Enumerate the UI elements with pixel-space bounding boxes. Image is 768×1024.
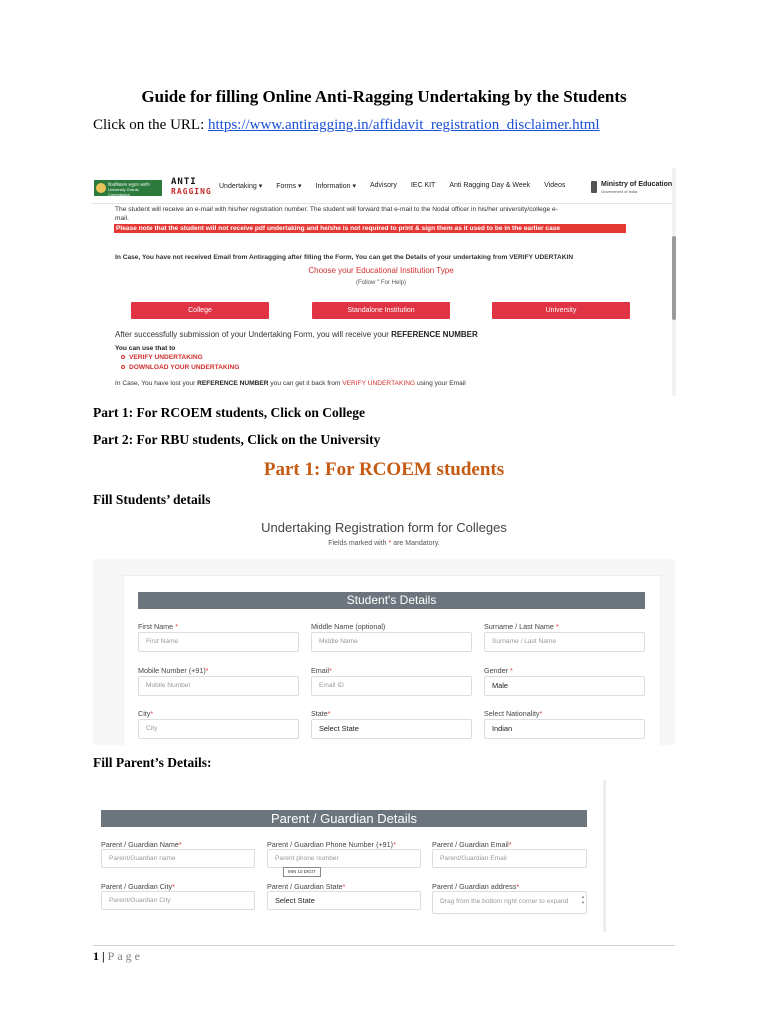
lost-pre: In Case, You have lost your: [115, 380, 198, 387]
parent-state-label: [267, 882, 345, 891]
label-text: Parent / Guardian address: [432, 882, 517, 891]
pdf-notice: Please note that the student will not receive pdf undertaking and he/she is not required to print & sign them as it used to be in the earlier case: [114, 224, 626, 233]
ugc-seal-icon: [96, 183, 106, 193]
label-text: Parent / Guardian State: [267, 882, 343, 891]
parent-state-select[interactable]: Select State: [267, 891, 421, 910]
scrollbar-thumb[interactable]: [672, 236, 676, 320]
parent-email-label: [432, 840, 512, 849]
students-details-band: Student's Details: [138, 592, 645, 609]
parent-address-textarea[interactable]: Drag from the bottom right corner to expand: [432, 891, 587, 914]
nationality-label: [484, 709, 542, 718]
in-case-text: In Case, You have not received Email from Antiragging after filling the Form, You can get the Details of your undertaking from VERIFY UDERTAKIN: [115, 254, 574, 261]
bullet-icon: [121, 365, 125, 369]
affidavit-url-link[interactable]: https://www.antiragging.in/affidavit_registration_disclaimer.html: [208, 117, 600, 133]
fill-parents-heading: Fill Parent’s Details:: [93, 755, 212, 770]
ministry-logo[interactable]: [591, 180, 676, 198]
ministry-sub: Government of India: [601, 189, 638, 194]
middle-name-label: [311, 622, 385, 631]
required-star: *: [172, 882, 175, 891]
form-title: Undertaking Registration form for Colleges: [261, 520, 507, 535]
label-text: Middle Name (optional): [311, 622, 386, 631]
mobile-label: [138, 666, 209, 675]
parent-city-label: [101, 882, 175, 891]
reference-number-label: REFERENCE NUMBER: [391, 330, 478, 339]
email-info-text: The student will receive an e-mail with his/her registration number. The student will forward that e-mail to the Nodal officer in his/her university/college e-: [115, 206, 558, 213]
parent-phone-input[interactable]: Parent phone number: [267, 849, 421, 868]
first-name-label: [138, 622, 178, 631]
required-star: *: [327, 709, 331, 718]
label-text: Parent / Guardian Name: [101, 840, 179, 849]
nav-menu: [219, 182, 565, 190]
parent-form-screenshot: [93, 780, 606, 932]
label-text: State: [311, 709, 328, 718]
required-star: *: [393, 840, 396, 849]
min-digit-tooltip: MIN 10 DIGIT: [283, 867, 321, 877]
label-text: Select Nationality: [484, 709, 540, 718]
label-text: Mobile Number (+91): [138, 666, 206, 675]
page-number: 1: [93, 949, 99, 963]
required-star: *: [508, 840, 512, 849]
nav-iec-kit[interactable]: IEC KIT: [410, 182, 436, 189]
student-form-screenshot: [93, 517, 675, 745]
city-input[interactable]: City: [138, 719, 299, 739]
standalone-institution-button[interactable]: Standalone Institution: [312, 302, 450, 319]
fill-students-heading: Fill Students’ details: [93, 492, 211, 507]
required-star: *: [342, 882, 346, 891]
nationality-select[interactable]: Indian: [484, 719, 645, 739]
url-prefix: Click on the URL:: [93, 117, 208, 133]
website-screenshot: [91, 168, 676, 396]
label-text: City: [138, 709, 151, 718]
section-title: Part 1: For RCOEM students: [263, 459, 505, 480]
lost-ref: REFERENCE NUMBER: [197, 380, 269, 387]
logo-line-2: RAGGING: [171, 187, 212, 196]
label-text: Gender: [484, 666, 510, 675]
parent-email-input[interactable]: Parent/Guardian Email: [432, 849, 587, 868]
footer-divider: [93, 945, 675, 946]
part1-instruction: Part 1: For RCOEM students, Click on College: [93, 405, 365, 420]
email-label: [311, 666, 332, 675]
label-text: First Name: [138, 622, 176, 631]
required-star: *: [178, 840, 182, 849]
label-text: Parent / Guardian City: [101, 882, 173, 891]
form-mandatory-note: [93, 540, 675, 547]
verify-undertaking-label: VERIFY UNDERTAKING: [129, 354, 203, 361]
part2-instruction: Part 2: For RBU students, Click on the University: [93, 432, 381, 447]
email-input[interactable]: Email ID: [311, 676, 472, 696]
label-text: Parent / Guardian Phone Number (+91): [267, 840, 394, 849]
first-name-input[interactable]: First Name: [138, 632, 299, 652]
required-star: *: [175, 622, 178, 631]
surname-label: [484, 622, 559, 631]
required-star: *: [328, 666, 332, 675]
parent-name-label: [101, 840, 182, 849]
parent-details-band: Parent / Guardian Details: [101, 810, 587, 827]
after-submit-prefix: After successfully submission of your Undertaking Form, you will receive your: [115, 330, 392, 339]
required-star: *: [150, 709, 154, 718]
choose-institution-heading: Choose your Educational Institution Type: [308, 266, 454, 275]
state-select[interactable]: Select State: [311, 719, 472, 739]
after-submit-text: [115, 330, 478, 339]
label-text: Parent / Guardian Email: [432, 840, 509, 849]
anti-ragging-logo[interactable]: [171, 177, 212, 198]
lost-mid: you can get it back from: [268, 380, 343, 387]
download-undertaking-link[interactable]: [121, 364, 239, 371]
nav-forms[interactable]: Forms ▾: [276, 183, 302, 190]
bullet-icon: [121, 355, 125, 359]
verify-undertaking-link[interactable]: [121, 354, 203, 361]
textarea-resize-handle-icon[interactable]: ▴ ▾: [581, 894, 585, 906]
nav-anti-ragging-day[interactable]: Anti Ragging Day & Week: [449, 182, 531, 189]
state-label: [311, 709, 331, 718]
university-button[interactable]: University: [492, 302, 630, 319]
logo-line-1: ANTI: [171, 177, 197, 187]
nav-advisory[interactable]: Advisory: [369, 182, 397, 189]
you-can-use-label: You can use that to: [115, 345, 176, 352]
document-title: Guide for filling Online Anti-Ragging Undertaking by the Students: [141, 87, 627, 106]
city-label: [138, 709, 153, 718]
mandatory-post: are Mandatory.: [391, 540, 440, 547]
page-footer: [93, 949, 143, 964]
middle-name-input[interactable]: Middle Name: [311, 632, 472, 652]
mobile-input[interactable]: Mobile Number: [138, 676, 299, 696]
required-star: *: [509, 666, 513, 675]
college-button[interactable]: College: [131, 302, 269, 319]
parent-city-input[interactable]: Parent/Guardian City: [101, 891, 255, 910]
page-label: Page: [107, 949, 143, 963]
nav-videos[interactable]: Videos: [544, 182, 566, 189]
national-emblem-icon: [591, 181, 597, 193]
required-star: *: [516, 882, 520, 891]
ministry-name: Ministry of Education: [601, 181, 673, 188]
site-navbar: [91, 168, 676, 204]
label-text: Surname / Last Name: [484, 622, 556, 631]
email-info-text-2: mail.: [115, 215, 129, 222]
parent-name-input[interactable]: Parent/Guardian name: [101, 849, 255, 868]
download-undertaking-label: DOWNLOAD YOUR UNDERTAKING: [129, 364, 240, 371]
parent-phone-label: [267, 840, 396, 849]
gender-select[interactable]: Male: [484, 676, 645, 696]
ugc-logo-text: विश्वविद्यालय अनुदान आयोग University Grants Commission: [108, 182, 150, 196]
required-star: *: [205, 666, 209, 675]
surname-input[interactable]: Surname / Last Name: [484, 632, 645, 652]
parent-address-label: [432, 882, 519, 891]
label-text: Email: [311, 666, 329, 675]
required-star: *: [555, 622, 559, 631]
mandatory-pre: Fields marked with: [328, 540, 389, 547]
page-separator: |: [99, 949, 108, 963]
mandatory-star: *: [388, 540, 392, 547]
required-star: *: [539, 709, 543, 718]
lost-post: using your Email: [415, 380, 466, 387]
url-line: [93, 117, 600, 134]
nav-undertaking[interactable]: Undertaking ▾: [219, 183, 263, 190]
form-header: [93, 517, 675, 559]
nav-information[interactable]: Information ▾: [315, 183, 356, 190]
lost-reference-text: [115, 380, 466, 387]
lost-verify-link[interactable]: VERIFY UNDERTAKING: [342, 380, 416, 387]
follow-help-text: (Follow '' For Help): [356, 280, 406, 286]
gender-label: [484, 666, 513, 675]
ugc-logo[interactable]: [94, 180, 162, 196]
